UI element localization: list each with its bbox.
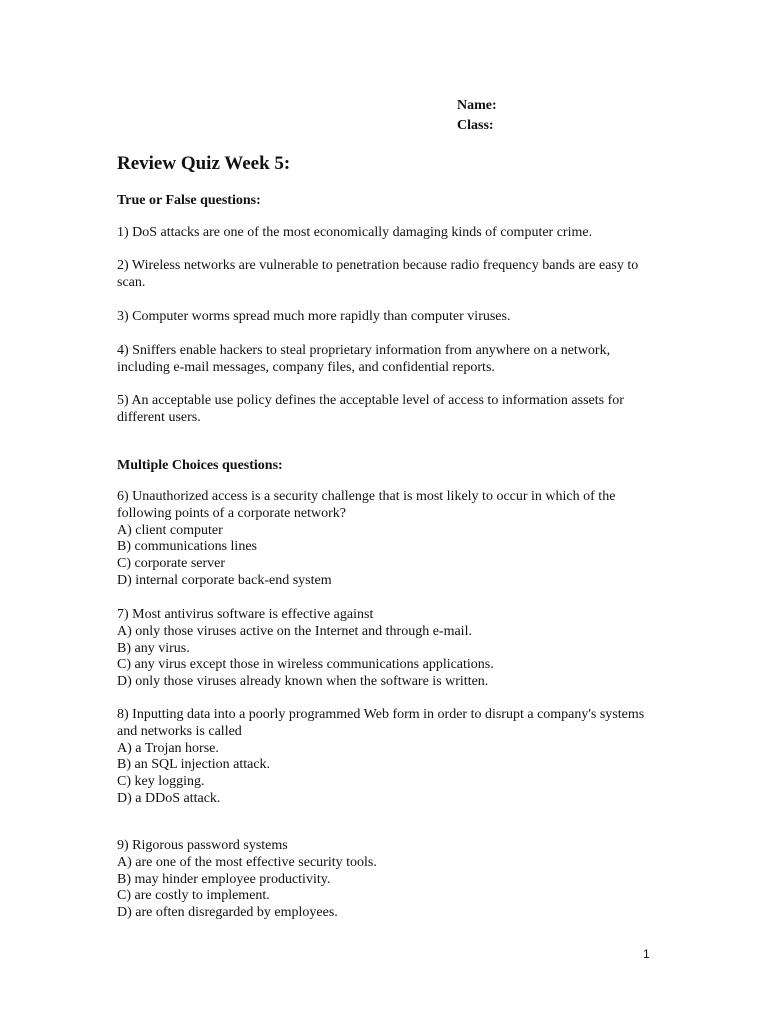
mc-option-d: D) a DDoS attack.	[117, 790, 221, 806]
mc-question-stem: 7) Most antivirus software is effective against	[117, 607, 374, 622]
student-info-fields	[457, 96, 497, 136]
mc-option-c: C) key logging.	[117, 774, 205, 790]
mc-option-c: C) corporate server	[117, 556, 226, 572]
mc-question-9	[117, 838, 657, 922]
mc-option-d: D) are often disregarded by employees.	[117, 905, 338, 921]
name-label: Name:	[457, 98, 497, 113]
mc-option-b: B) any virus.	[117, 640, 190, 656]
mc-option-c: C) any virus except those in wireless communications applications.	[117, 657, 494, 673]
mc-question-stem: 9) Rigorous password systems	[117, 838, 288, 853]
multiple-choice-heading: Multiple Choices questions:	[117, 458, 283, 473]
mc-option-d: D) internal corporate back-end system	[117, 572, 332, 588]
true-false-heading: True or False questions:	[117, 193, 261, 208]
true-false-question-2: 2) Wireless networks are vulnerable to penetration because radio frequency bands are easy to scan.	[117, 258, 639, 290]
page-number: 1	[643, 947, 650, 961]
true-false-question-5: 5) An acceptable use policy defines the acceptable level of access to information assets for different users.	[117, 393, 624, 425]
mc-option-a: A) a Trojan horse.	[117, 740, 219, 756]
true-false-question-1: 1) DoS attacks are one of the most economically damaging kinds of computer crime.	[117, 225, 593, 240]
mc-option-d: D) only those viruses already known when the software is written.	[117, 674, 489, 690]
mc-option-b: B) an SQL injection attack.	[117, 757, 271, 773]
mc-question-8	[117, 707, 657, 808]
mc-option-b: B) communications lines	[117, 539, 257, 555]
class-label: Class:	[457, 118, 494, 133]
mc-question-stem: 8) Inputting data into a poorly programmed Web form in order to disrupt a company's systems and networks is called	[117, 707, 645, 739]
mc-question-7	[117, 607, 657, 691]
mc-option-c: C) are costly to implement.	[117, 888, 270, 904]
quiz-title: Review Quiz Week 5:	[117, 153, 291, 174]
mc-question-stem: 6) Unauthorized access is a security challenge that is most likely to occur in which of the following points of a corporate network?	[117, 489, 616, 521]
mc-option-a: A) are one of the most effective security tools.	[117, 854, 377, 870]
mc-option-a: A) client computer	[117, 522, 223, 538]
mc-question-6	[117, 489, 657, 590]
mc-option-a: A) only those viruses active on the Internet and through e-mail.	[117, 623, 472, 639]
mc-option-b: B) may hinder employee productivity.	[117, 871, 331, 887]
true-false-question-3: 3) Computer worms spread much more rapidly than computer viruses.	[117, 309, 511, 324]
true-false-question-4: 4) Sniffers enable hackers to steal proprietary information from anywhere on a network, including e-mail messages, company files, and confidential reports.	[117, 343, 611, 375]
